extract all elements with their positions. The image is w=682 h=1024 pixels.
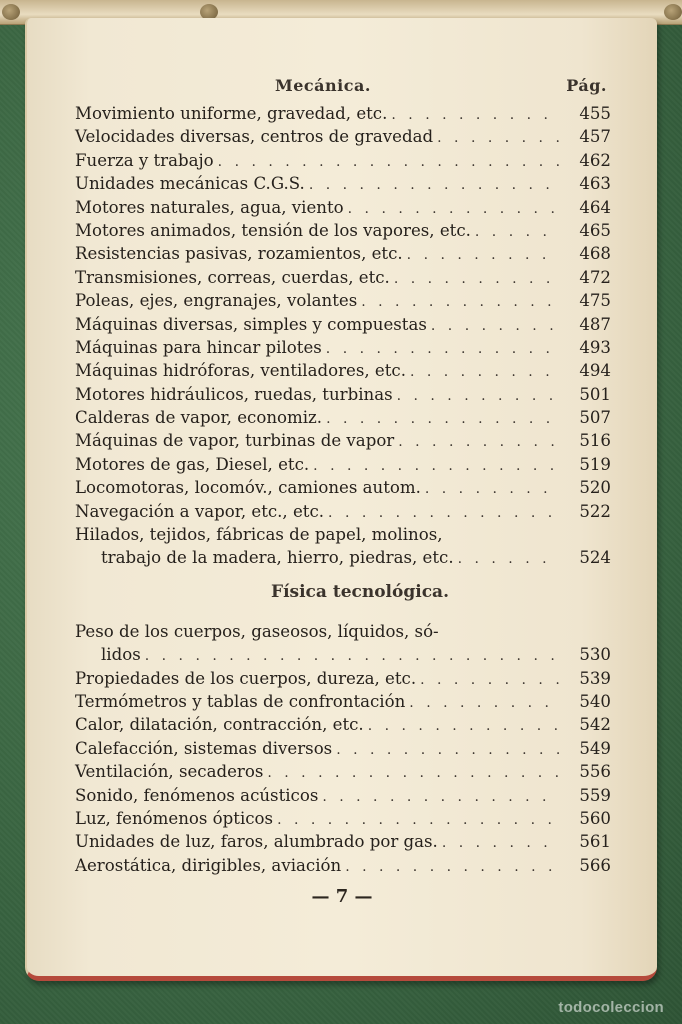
toc-page-number: 501: [579, 384, 611, 404]
dot-leader: [390, 268, 559, 291]
toc-entry: [75, 289, 615, 312]
dot-leader: [357, 291, 559, 314]
toc-entry-text: Poleas, ejes, engranajes, volantes: [75, 291, 358, 311]
section-header: [75, 76, 615, 102]
toc-entry: [75, 242, 615, 265]
toc-entry: [75, 172, 615, 195]
toc-entry-text: Luz, fenómenos ópticos: [75, 808, 274, 828]
toc-page-number: 475: [579, 291, 611, 311]
table-of-contents: [75, 76, 615, 877]
toc-page-number: 507: [579, 408, 611, 428]
binding-ring-left: [2, 4, 20, 20]
toc-entry: [75, 453, 615, 476]
toc-entry: [75, 219, 615, 242]
toc-entry: [75, 523, 615, 546]
dot-leader: [263, 762, 559, 785]
toc-page-number: 455: [579, 104, 611, 123]
toc-entry: [75, 807, 615, 830]
toc-entry-text: Velocidades diversas, centros de gravedad: [75, 127, 434, 147]
toc-page-number: 520: [579, 478, 611, 498]
dot-leader: [427, 315, 559, 338]
dot-leader: [332, 739, 559, 762]
toc-entry: [75, 429, 615, 452]
toc-entry: [75, 196, 615, 219]
toc-entry-continuation: [75, 546, 615, 569]
toc-page-number: 494: [579, 361, 611, 381]
toc-entry-text: Calderas de vapor, economiz.: [75, 408, 323, 428]
toc-entry: [75, 830, 615, 853]
toc-entry: [75, 854, 615, 877]
toc-page-number: 462: [579, 150, 611, 170]
toc-entry: [75, 760, 615, 783]
page-number: — 7 —: [311, 886, 373, 907]
section-list-mecanica: [75, 102, 615, 570]
dot-leader: [214, 151, 559, 174]
dot-leader: [318, 786, 559, 809]
toc-page-number: 542: [579, 715, 611, 735]
toc-entry-text: Hilados, tejidos, fábricas de papel, molinos,: [75, 525, 443, 545]
toc-page-number: 464: [579, 197, 611, 217]
toc-page-number: 560: [579, 808, 611, 828]
toc-entry-text: Movimiento uniforme, gravedad, etc.: [75, 104, 388, 123]
dot-leader: [471, 221, 559, 244]
toc-page-number: 519: [579, 454, 611, 474]
dot-leader: [394, 431, 559, 454]
toc-page-number: 493: [579, 337, 611, 357]
toc-entry-text: lidos: [101, 645, 141, 665]
toc-page-number: 472: [579, 267, 611, 287]
toc-page-number: 465: [579, 220, 611, 240]
toc-entry-text: Máquinas de vapor, turbinas de vapor: [75, 431, 395, 451]
dot-leader: [403, 244, 559, 267]
dot-leader: [438, 832, 559, 855]
toc-entry: [75, 737, 615, 760]
toc-entry-text: Ventilación, secaderos: [75, 762, 264, 782]
toc-page-number: 530: [579, 645, 611, 665]
binding-ring-right: [664, 4, 682, 20]
toc-entry-text: Fuerza y trabajo: [75, 150, 214, 170]
toc-entry-text: Aerostática, dirigibles, aviación: [75, 855, 342, 875]
dot-leader: [433, 127, 559, 150]
dot-leader: [344, 198, 559, 221]
dot-leader: [341, 856, 559, 879]
toc-page-number: 566: [579, 855, 611, 875]
toc-entry-text: Termómetros y tablas de confrontación: [75, 691, 406, 711]
toc-entry-text: Unidades mecánicas C.G.S.: [75, 174, 305, 194]
dot-leader: [322, 338, 559, 361]
toc-page-number: 539: [579, 668, 611, 688]
toc-entry-text: Calefacción, sistemas diversos: [75, 738, 333, 758]
toc-entry: [75, 336, 615, 359]
section-list-fisica: [75, 620, 615, 877]
toc-page-number: 549: [579, 738, 611, 758]
dot-leader: [141, 645, 559, 668]
toc-entry-text: Locomotoras, locomóv., camiones autom.: [75, 478, 421, 498]
toc-entry-continuation: [75, 643, 615, 666]
toc-page-number: 559: [579, 785, 611, 805]
dot-leader: [322, 408, 559, 431]
toc-entry: [75, 313, 615, 336]
toc-page-number: 524: [579, 548, 611, 568]
dot-leader: [387, 104, 559, 127]
toc-entry-text: Propiedades de los cuerpos, dureza, etc.: [75, 668, 417, 688]
dot-leader: [393, 385, 559, 408]
toc-page-number: 556: [579, 762, 611, 782]
toc-entry: [75, 102, 615, 125]
section-title-mecanica: Mecánica.: [275, 76, 371, 95]
dot-leader: [405, 692, 559, 715]
dot-leader: [324, 502, 559, 525]
dot-leader: [406, 361, 559, 384]
toc-entry: [75, 383, 615, 406]
toc-entry-text: Unidades de luz, faros, alumbrado por gas.: [75, 832, 438, 852]
dot-leader: [364, 715, 559, 738]
toc-page-number: 468: [579, 244, 611, 264]
toc-entry-text: trabajo de la madera, hierro, piedras, etc.: [101, 548, 454, 568]
toc-entry-text: Motores de gas, Diesel, etc.: [75, 454, 310, 474]
toc-entry-text: Sonido, fenómenos acústicos: [75, 785, 319, 805]
toc-entry-text: Máquinas para hincar pilotes: [75, 337, 322, 357]
toc-entry: [75, 667, 615, 690]
toc-page-number: 522: [579, 501, 611, 521]
toc-entry-text: Navegación a vapor, etc., etc.: [75, 501, 325, 521]
watermark: todocoleccion: [558, 999, 664, 1016]
toc-entry: [75, 620, 615, 643]
toc-entry-text: Transmisiones, correas, cuerdas, etc.: [75, 267, 390, 287]
toc-page-number: 540: [579, 691, 611, 711]
toc-entry-text: Motores naturales, agua, viento: [75, 197, 344, 217]
toc-entry: [75, 359, 615, 382]
dot-leader: [421, 478, 559, 501]
toc-entry: [75, 713, 615, 736]
toc-page-number: 561: [579, 832, 611, 852]
dot-leader: [305, 174, 559, 197]
toc-entry: [75, 149, 615, 172]
dot-leader: [309, 455, 559, 478]
toc-entry: [75, 690, 615, 713]
toc-entry: [75, 500, 615, 523]
toc-entry-text: Motores animados, tensión de los vapores, etc.: [75, 220, 471, 240]
toc-entry-text: Resistencias pasivas, rozamientos, etc.: [75, 244, 403, 264]
toc-entry: [75, 784, 615, 807]
dot-leader: [416, 669, 559, 692]
toc-entry: [75, 266, 615, 289]
toc-entry-text: Peso de los cuerpos, gaseosos, líquidos, só-: [75, 621, 439, 641]
toc-page-number: 516: [579, 431, 611, 451]
toc-entry-text: Motores hidráulicos, ruedas, turbinas: [75, 384, 393, 404]
toc-entry: [75, 476, 615, 499]
page-column-label: Pág.: [566, 76, 607, 95]
dot-leader: [273, 809, 559, 832]
toc-entry-text: Máquinas hidróforas, ventiladores, etc.: [75, 361, 406, 381]
toc-entry-text: Calor, dilatación, contracción, etc.: [75, 715, 364, 735]
book-page: [25, 18, 657, 981]
section-title-fisica: Física tecnológica.: [271, 581, 449, 602]
toc-page-number: 463: [579, 174, 611, 194]
toc-entry: [75, 406, 615, 429]
dot-leader: [454, 548, 559, 571]
toc-page-number: 487: [579, 314, 611, 334]
toc-entry-text: Máquinas diversas, simples y compuestas: [75, 314, 427, 334]
toc-entry: [75, 125, 615, 148]
toc-page-number: 457: [579, 127, 611, 147]
